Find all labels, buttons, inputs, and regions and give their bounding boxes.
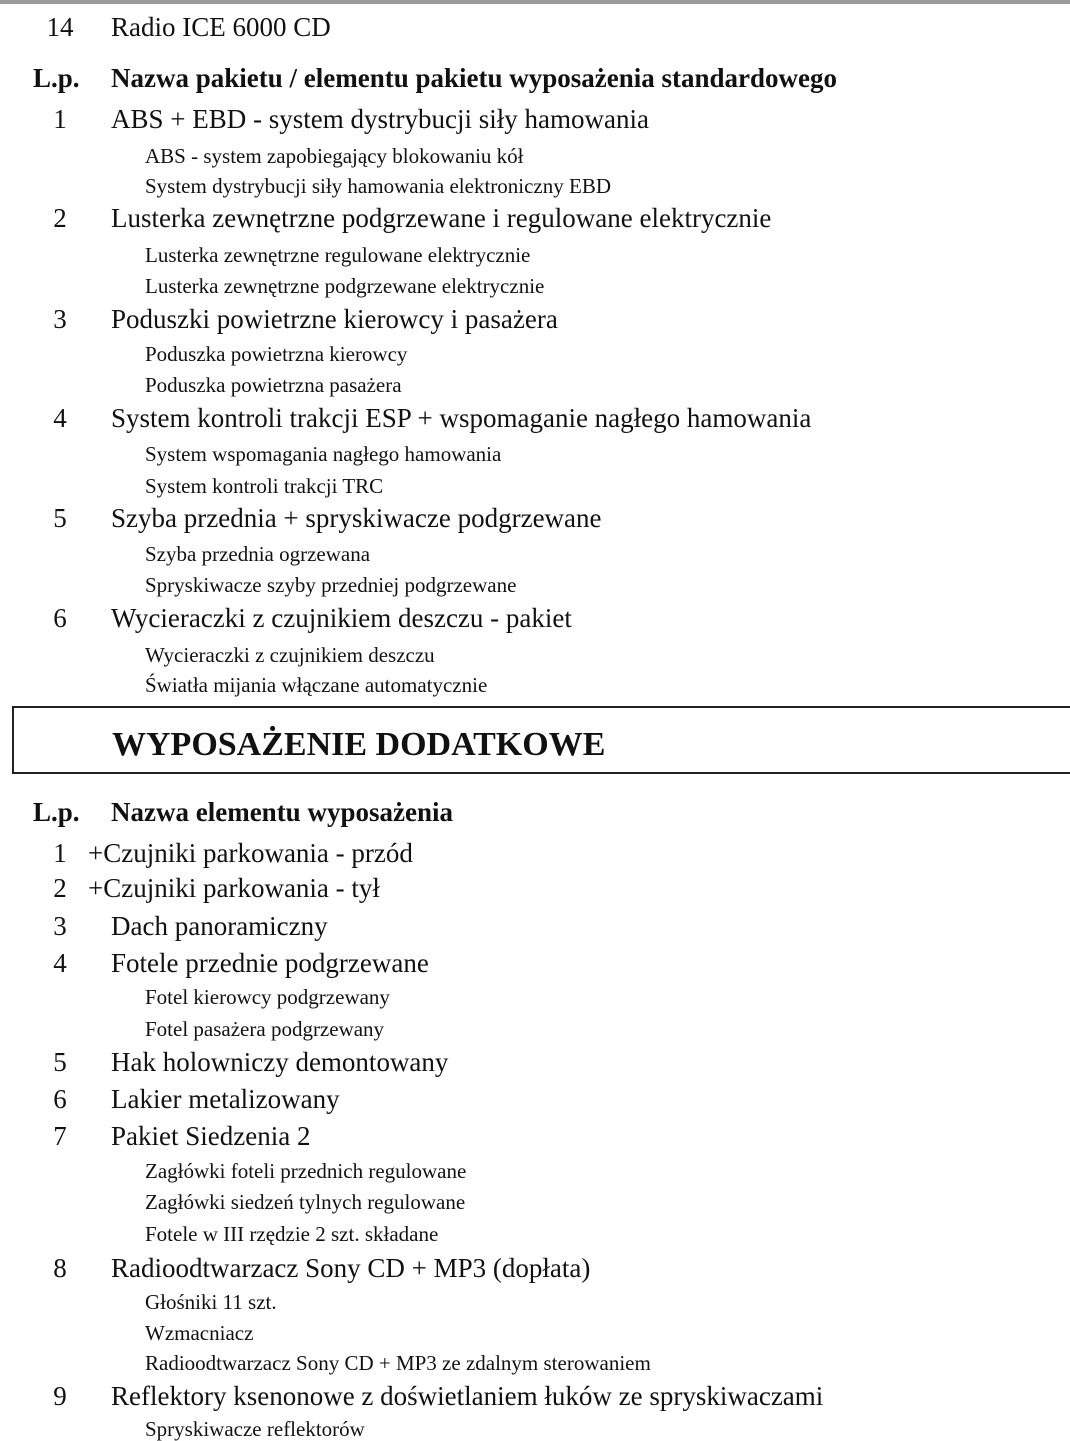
item-number: 5 [53,503,67,533]
item-number: 3 [53,911,67,941]
sub-item: Fotele w III rzędzie 2 szt. składane [145,1222,439,1246]
item-number: 7 [53,1121,67,1151]
sub-item: Fotel kierowcy podgrzewany [145,985,390,1009]
item-number: 9 [53,1381,67,1411]
top-border [0,0,1070,4]
sub-item: Lusterka zewnętrzne regulowane elektrycznie [145,243,531,267]
item-number: 14 [46,12,74,42]
item-number: 4 [53,948,67,978]
item-number: 3 [53,304,67,334]
sub-item: Lusterka zewnętrzne podgrzewane elektrycznie [145,274,545,298]
sub-item: Szyba przednia ogrzewana [145,542,371,566]
item-number: 6 [53,1084,67,1114]
section-title-box [12,706,1070,774]
sub-item: System kontroli trakcji TRC [145,474,384,498]
sub-item: Wycieraczki z czujnikiem deszczu [145,643,435,667]
item-name: ABS + EBD - system dystrybucji siły hamowania [111,104,649,134]
item-number: 6 [53,603,67,633]
header-lp: L.p. [33,797,80,827]
item-name: Radioodtwarzacz Sony CD + MP3 (dopłata) [111,1253,591,1283]
item-name: Poduszki powietrzne kierowcy i pasażera [111,304,558,334]
section-title: WYPOSAŻENIE DODATKOWE [112,726,606,763]
item-name: System kontroli trakcji ESP + wspomaganie nagłego hamowania [111,403,812,433]
item-number: 5 [53,1047,67,1077]
item-number: 2 [53,203,67,233]
item-name: +Czujniki parkowania - tył [88,873,380,903]
header-name: Nazwa pakietu / elementu pakietu wyposażenia standardowego [111,63,838,93]
item-name: Dach panoramiczny [111,911,328,941]
item-number: 4 [53,403,67,433]
sub-item: Poduszka powietrzna pasażera [145,373,402,397]
sub-item: Spryskiwacze szyby przedniej podgrzewane [145,573,517,597]
sub-item: Poduszka powietrzna kierowcy [145,342,408,366]
sub-item: Zagłówki foteli przednich regulowane [145,1159,467,1183]
sub-item: System dystrybucji siły hamowania elektroniczny EBD [145,174,611,198]
sub-item: Spryskiwacze reflektorów [145,1417,365,1441]
item-number: 1 [53,838,67,868]
item-name: Wycieraczki z czujnikiem deszczu - pakiet [111,603,572,633]
sub-item: Zagłówki siedzeń tylnych regulowane [145,1190,466,1214]
item-name: Lusterka zewnętrzne podgrzewane i regulowane elektrycznie [111,203,772,233]
sub-item: Radioodtwarzacz Sony CD + MP3 ze zdalnym sterowaniem [145,1351,651,1375]
sub-item: Wzmacniacz [145,1321,254,1345]
item-name: Hak holowniczy demontowany [111,1047,449,1077]
item-name: Fotele przednie podgrzewane [111,948,429,978]
sub-item: Fotel pasażera podgrzewany [145,1017,385,1041]
item-name: Pakiet Siedzenia 2 [111,1121,311,1151]
sub-item: System wspomagania nagłego hamowania [145,442,502,466]
item-number: 8 [53,1253,67,1283]
header-name: Nazwa elementu wyposażenia [111,797,453,827]
item-name: +Czujniki parkowania - przód [88,838,413,868]
item-name: Radio ICE 6000 CD [111,12,331,42]
header-lp: L.p. [33,63,80,93]
sub-item: ABS - system zapobiegający blokowaniu kół [145,144,524,168]
item-number: 2 [53,873,67,903]
item-name: Szyba przednia + spryskiwacze podgrzewane [111,503,602,533]
item-number: 1 [53,104,67,134]
sub-item: Światła mijania włączane automatycznie [145,673,488,697]
item-name: Reflektory ksenonowe z doświetlaniem łuków ze spryskiwaczami [111,1381,824,1411]
sub-item: Głośniki 11 szt. [145,1290,277,1314]
item-name: Lakier metalizowany [111,1084,340,1114]
